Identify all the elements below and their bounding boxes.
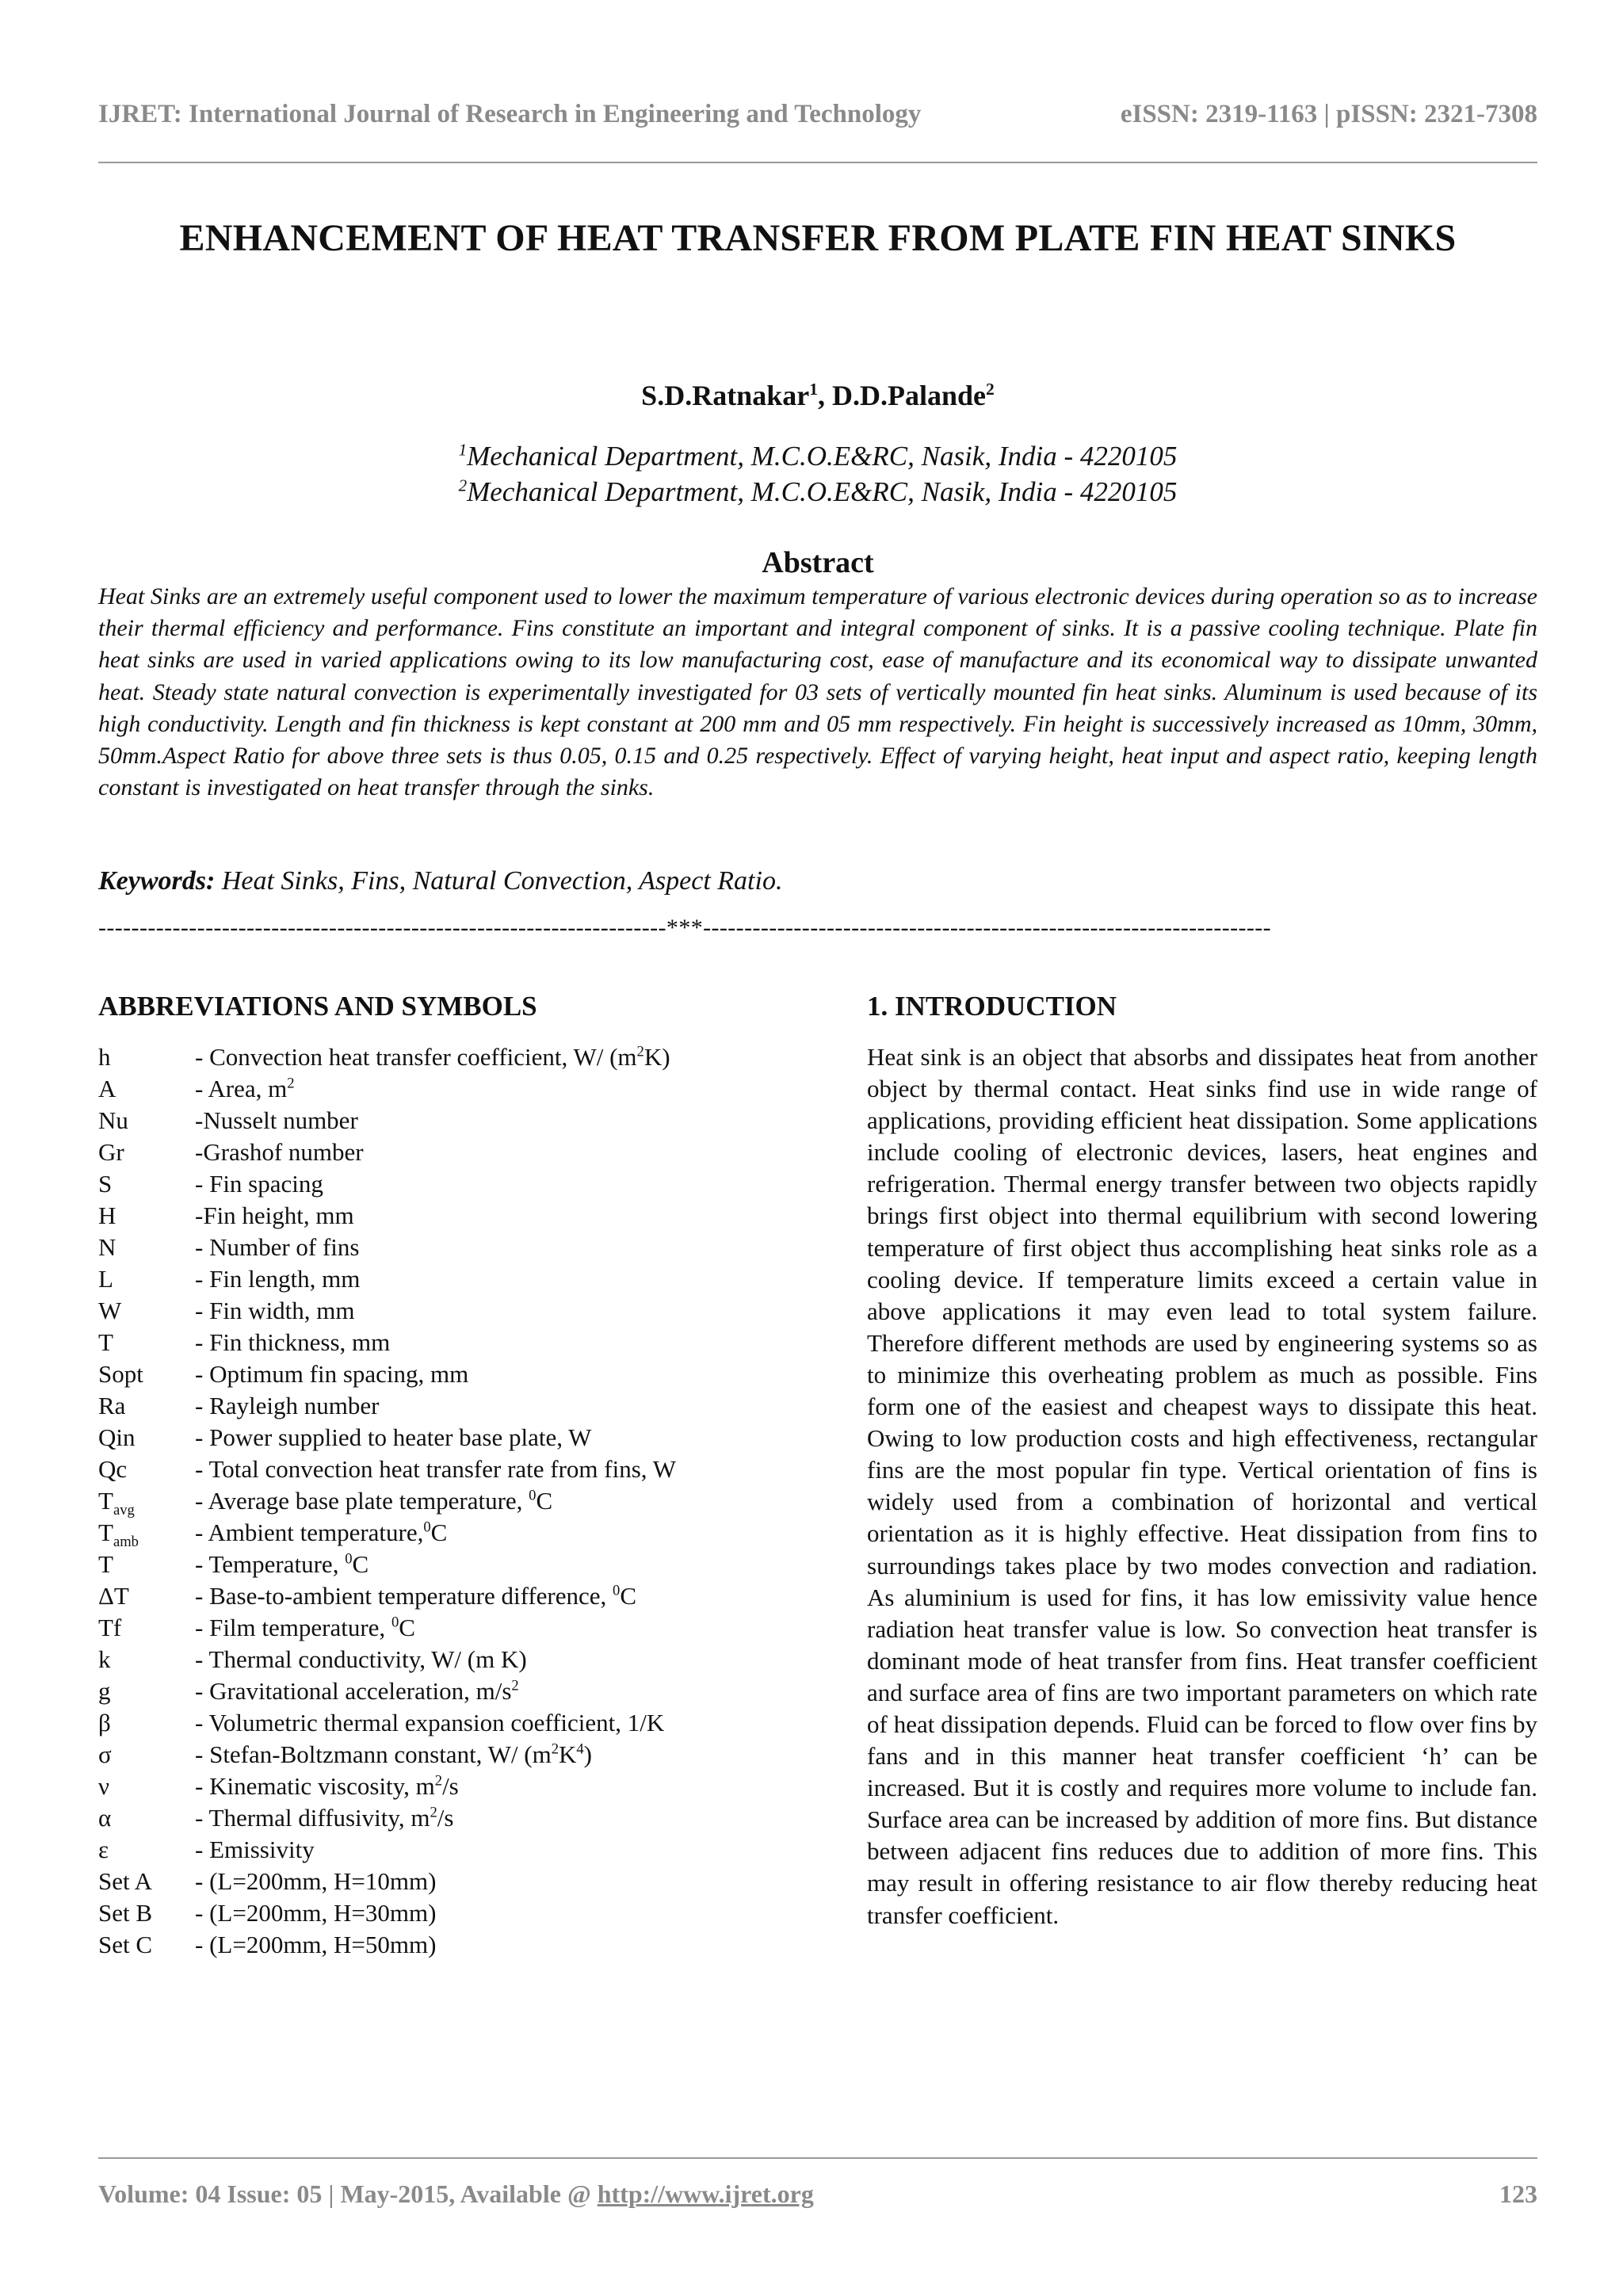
symbol: Sopt xyxy=(98,1360,143,1388)
header-rule xyxy=(98,162,1537,163)
symbol: h xyxy=(98,1043,111,1071)
symbol-definition: -Nusselt number xyxy=(195,1106,358,1134)
symbol-definition: - (L=200mm, H=10mm) xyxy=(195,1867,437,1895)
symbol-row xyxy=(98,1580,780,1612)
symbol-definition: - Area, $m^2$ xyxy=(195,1075,295,1102)
abstract-body: Heat Sinks are an extremely useful component used to lower the maximum temperature of various electronic devices during operation so as to increase their thermal efficiency and performance. Fins constitute an important and integral component of sinks. It is a passive cooling technique. Plate fin heat sinks are used in varied applications owing to its low manufacturing cost, ease of manufacture and its economical way to dissipate unwanted heat. Steady state natural convection is experimentally investigated for 03 sets of vertically mounted fin heat sinks. Aluminum is used because of its high conductivity. Length and fin thickness is kept constant at 200 mm and 05 mm respectively. Fin height is successively increased as 10mm, 30mm, 50mm.Aspect Ratio for above three sets is thus 0.05, 0.15 and 0.25 respectively. Effect of varying height, heat input and aspect ratio, keeping length constant is investigated on heat transfer through the sinks. xyxy=(98,583,1537,801)
symbol: W xyxy=(98,1297,122,1324)
symbol: Set C xyxy=(98,1931,153,1958)
section-separator: ---------------------------------------------------------------------***--------------------------------------------------------------------- xyxy=(98,915,1272,941)
symbol-definition: - Fin length, mm xyxy=(195,1265,361,1293)
symbol-definition: - Number of fins xyxy=(195,1233,360,1261)
symbol-row xyxy=(98,1454,780,1485)
author-2-sup: 2 xyxy=(986,380,995,399)
symbol: Set B xyxy=(98,1899,153,1927)
affiliations xyxy=(98,438,1537,510)
symbol-definition: - Temperature, $^0$C xyxy=(195,1550,369,1578)
symbol-definition: - (L=200mm, H=30mm) xyxy=(195,1899,437,1927)
symbol-row xyxy=(98,1549,780,1580)
page-number: 123 xyxy=(1499,2179,1537,2208)
symbol-row xyxy=(98,1073,780,1105)
symbol-row xyxy=(98,1834,780,1866)
journal-link[interactable]: http://www.ijret.org xyxy=(597,2179,814,2208)
symbol: ν xyxy=(98,1772,110,1800)
symbol-definition: - Fin width, mm xyxy=(195,1297,355,1324)
symbol-definition: - Thermal diffusivity, $m^2/s$ xyxy=(195,1804,454,1832)
symbol-row xyxy=(98,1866,780,1897)
symbol: $T_{amb}$ xyxy=(98,1519,139,1551)
author-list xyxy=(98,379,1537,412)
symbol-row xyxy=(98,1675,780,1707)
symbol: Set A xyxy=(98,1867,153,1895)
symbol: T xyxy=(98,1328,113,1356)
symbol: Ra xyxy=(98,1392,126,1419)
keywords xyxy=(98,866,1537,896)
symbol-row xyxy=(98,1232,780,1263)
symbol-row xyxy=(98,1105,780,1137)
symbol-definition: - Power supplied to heater base plate, W xyxy=(195,1423,592,1451)
keywords-text: Heat Sinks, Fins, Natural Convection, Aspect Ratio. xyxy=(215,866,783,896)
symbol-row xyxy=(98,1517,780,1549)
symbol: Qin xyxy=(98,1423,136,1451)
symbol: $T_{avg}$ xyxy=(98,1487,135,1519)
symbol-row xyxy=(98,1929,780,1961)
symbol: T xyxy=(98,1550,113,1578)
symbol-definition: - Thermal conductivity, W/ (m K) xyxy=(195,1645,527,1673)
symbol: k xyxy=(98,1645,111,1673)
symbol-definition: - Ambient temperature,$^0$C xyxy=(195,1519,448,1546)
symbol-definition: - Emissivity xyxy=(195,1836,315,1863)
introduction-body: Heat sink is an object that absorbs and dissipates heat from another object by thermal contact. Heat sinks find use in wide range of applications, providing efficient heat dissipation. Some applications include cooling of electronic devices, lasers, heat engines and refrigeration. Thermal energy transfer between two objects rapidly brings first object into thermal equilibrium with second lowering temperature of first object thus accomplishing heat sinks role as a cooling device. If temperature limits exceed a certain value in above applications it may even lead to total system failure. Therefore different methods are used by engineering systems so as to minimize this overheating problem as much as possible. Fins form one of the easiest and cheapest ways to dissipate this heat. Owing to low production costs and high effectiveness, rectangular fins are the most popular fin type. Vertical orientation of fins is widely used from a combination of horizontal and vertical orientation as it is highly effective. Heat dissipation from fins to surroundings takes place by two modes convection and radiation. As aluminium is used for fins, it has low emissivity value hence radiation heat transfer value is low. So convection heat transfer is dominant mode of heat transfer from fins. Heat transfer coefficient and surface area of fins are two important parameters on which rate of heat dissipation depends. Fluid can be forced to flow over fins by fans and in this manner heat transfer coefficient ‘h’ can be increased. But it is costly and requires more volume to include fan. Surface area can be increased by addition of more fins. But distance between adjacent fins reduces due to addition of more fins. This may result in offering resistance to air flow thereby reducing heat transfer coefficient. xyxy=(867,1043,1537,1929)
symbol-definition: - Average base plate temperature, $^0$C xyxy=(195,1487,553,1515)
introduction-heading: 1. INTRODUCTION xyxy=(867,991,1117,1022)
symbol-definition: -Fin height, mm xyxy=(195,1201,354,1229)
symbol-list xyxy=(98,1041,780,1961)
symbol-row xyxy=(98,1739,780,1771)
paper-title: ENHANCEMENT OF HEAT TRANSFER FROM PLATE FIN HEAT SINKS xyxy=(179,217,1457,259)
symbol-row xyxy=(98,1327,780,1358)
symbol: N xyxy=(98,1233,116,1261)
running-header xyxy=(98,100,1537,129)
author-2: D.D.Palande xyxy=(832,380,987,411)
symbol: Nu xyxy=(98,1106,128,1134)
symbol: g xyxy=(98,1677,111,1705)
symbol-definition: - Base-to-ambient temperature difference, $^0$C xyxy=(195,1582,637,1610)
affiliation-2: $^2$Mechanical Department, M.C.O.E&RC, Nasik, India - 4220105 xyxy=(458,476,1178,507)
symbols-column xyxy=(98,991,780,1961)
symbol: Gr xyxy=(98,1138,124,1166)
symbol: S xyxy=(98,1170,113,1198)
footer-volume: Volume: 04 Issue: 05 | May-2015, Available @ xyxy=(98,2179,598,2208)
symbols-heading: ABBREVIATIONS AND SYMBOLS xyxy=(98,991,537,1022)
author-1: S.D.Ratnakar xyxy=(641,380,810,411)
symbol-row xyxy=(98,1295,780,1327)
symbol-row xyxy=(98,1612,780,1644)
abstract-heading: Abstract xyxy=(762,546,874,579)
symbol-definition: - Stefan-Boltzmann constant, W/ $(m^2K^4)$ xyxy=(195,1740,592,1768)
symbol: L xyxy=(98,1265,113,1293)
keywords-label: Keywords: xyxy=(98,866,216,896)
symbol-definition: - Optimum fin spacing, mm xyxy=(195,1360,469,1388)
author-1-sup: 1 xyxy=(809,380,818,399)
introduction-column xyxy=(867,991,1537,1931)
symbol-definition: - Gravitational acceleration, $m/s^2$ xyxy=(195,1677,519,1705)
symbol-row xyxy=(98,1707,780,1739)
symbol-row xyxy=(98,1168,780,1200)
symbol-definition: - Kinematic viscosity, $m^2/s$ xyxy=(195,1772,459,1800)
issn: eISSN: 2319-1163 | pISSN: 2321-7308 xyxy=(1120,100,1537,128)
symbol: ΔT xyxy=(98,1582,129,1610)
symbol-row xyxy=(98,1485,780,1517)
symbol-definition: - Volumetric thermal expansion coefficient, 1/K xyxy=(195,1709,665,1736)
symbol-definition: - Fin thickness, mm xyxy=(195,1328,391,1356)
symbol: H xyxy=(98,1201,116,1229)
symbol-definition: - Total convection heat transfer rate from fins, W xyxy=(195,1455,676,1483)
symbol-definition: - Fin spacing xyxy=(195,1170,323,1198)
symbol-definition: -Grashof number xyxy=(195,1138,364,1166)
symbol-row xyxy=(98,1041,780,1073)
symbol-row xyxy=(98,1897,780,1929)
author-separator: , xyxy=(818,380,832,411)
symbol: σ xyxy=(98,1740,112,1768)
symbol: A xyxy=(98,1075,116,1102)
symbol-row xyxy=(98,1263,780,1295)
symbol: α xyxy=(98,1804,112,1832)
affiliation-1: $^1$Mechanical Department, M.C.O.E&RC, Nasik, India - 4220105 xyxy=(458,440,1178,472)
running-footer xyxy=(98,2179,1537,2209)
symbol-definition: - Convection heat transfer coefficient, W/ $(m^2K)$ xyxy=(195,1043,670,1071)
symbol: Qc xyxy=(98,1455,128,1483)
symbol-definition: - Film temperature, $^0$C xyxy=(195,1614,415,1641)
symbol-row xyxy=(98,1358,780,1390)
symbol: Tf xyxy=(98,1614,122,1641)
symbol-definition: - Rayleigh number xyxy=(195,1392,380,1419)
symbol-row xyxy=(98,1422,780,1454)
symbol: ε xyxy=(98,1836,109,1863)
symbol-row xyxy=(98,1802,780,1834)
symbol-row xyxy=(98,1137,780,1168)
symbol: β xyxy=(98,1709,111,1736)
symbol-definition: - (L=200mm, H=50mm) xyxy=(195,1931,437,1958)
symbol-row xyxy=(98,1390,780,1422)
journal-name: IJRET: International Journal of Research in Engineering and Technology xyxy=(98,100,922,128)
symbol-row xyxy=(98,1200,780,1232)
footer-rule xyxy=(98,2157,1537,2159)
symbol-row xyxy=(98,1771,780,1802)
symbol-row xyxy=(98,1644,780,1675)
